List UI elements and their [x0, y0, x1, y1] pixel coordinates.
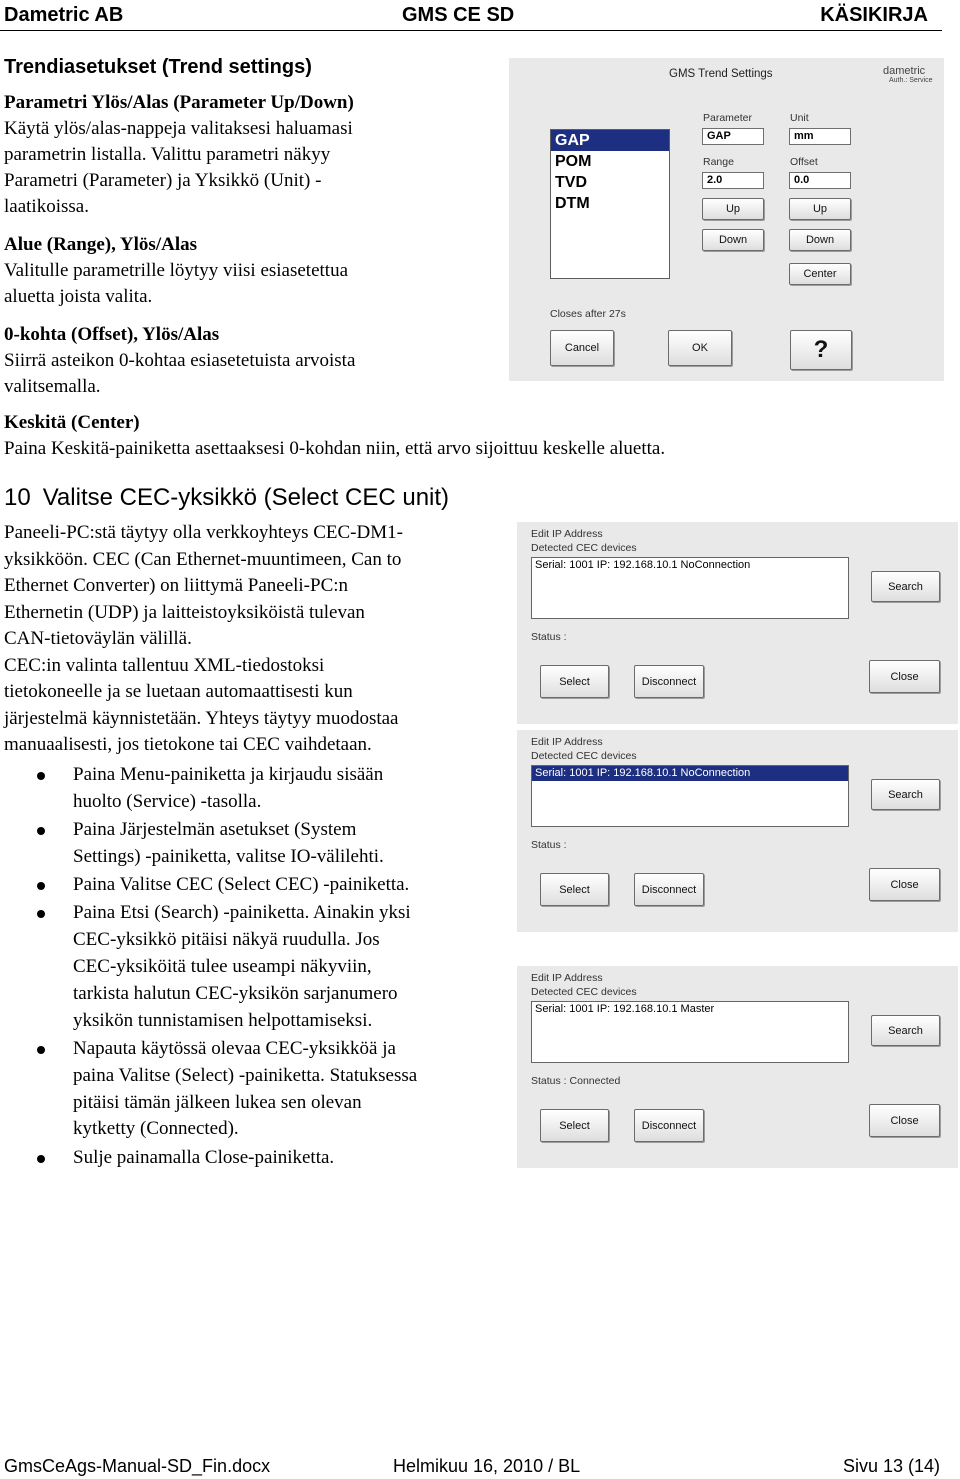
cec-device-item[interactable]: Serial: 1001 IP: 192.168.10.1 Master — [535, 1003, 715, 1015]
search-button[interactable]: Search — [871, 779, 940, 810]
text-line: Ethernet Converter) on liittymä Paneeli-PC:n — [4, 575, 349, 596]
page-header — [0, 0, 942, 31]
text-line: manuaalisesti, jos tietokone tai CEC vaihdetaan. — [4, 734, 372, 755]
text-line: paina Valitse (Select) -painiketta. Statuksessa — [73, 1064, 418, 1086]
status-label: Status : — [531, 839, 567, 851]
status-label: Status : Connected — [531, 1075, 621, 1087]
text-line: Settings) -painiketta, valitse IO-välilehti. — [73, 845, 384, 867]
section-title-trend: Trendiasetukset (Trend settings) — [4, 56, 312, 78]
parameter-list[interactable] — [550, 129, 670, 279]
dialog-title: Edit IP Address — [531, 528, 603, 540]
cec-dialog-screenshot-1 — [517, 522, 958, 724]
text-line: parametrin listalla. Valittu parametri näkyy — [4, 144, 331, 165]
param-item[interactable]: POM — [555, 153, 592, 170]
dialog-title: Edit IP Address — [531, 972, 603, 984]
text-line: järjestelmä käynnistetään. Yhteys täytyy muodostaa — [4, 707, 399, 729]
param-item[interactable]: GAP — [551, 130, 669, 151]
range-field: 2.0 — [702, 172, 764, 189]
search-button[interactable]: Search — [871, 1015, 940, 1046]
text-line: CEC-yksikkö pitäisi näkyä ruudulla. Jos — [73, 929, 380, 951]
detected-label: Detected CEC devices — [531, 542, 637, 554]
close-button[interactable]: Close — [869, 1104, 940, 1137]
header-company: Dametric AB — [4, 4, 124, 26]
list-item — [30, 762, 500, 816]
cec-dialog-screenshot-2 — [517, 730, 958, 932]
bullet-icon — [37, 772, 45, 780]
footer-filename: GmsCeAgs-Manual-SD_Fin.docx — [4, 1456, 271, 1476]
list-item — [30, 872, 500, 899]
auth-label: Auth.: Service — [889, 77, 933, 84]
unit-field: mm — [789, 128, 851, 145]
cec-dialog-screenshot-3 — [517, 966, 958, 1168]
text-line: Paina Keskitä-painiketta asettaaksesi 0-kohdan niin, että arvo sijoittuu keskelle aluetta. — [4, 438, 666, 459]
param-item[interactable]: TVD — [555, 174, 587, 191]
detected-label: Detected CEC devices — [531, 750, 637, 762]
footer-date: Helmikuu 16, 2010 / BL — [393, 1456, 581, 1476]
list-item — [30, 1145, 500, 1172]
center-heading: Keskitä (Center) — [4, 412, 140, 433]
parameter-label: Parameter — [703, 112, 753, 124]
text-line: laatikoissa. — [4, 196, 89, 217]
footer-page-number: Sivu 13 (14) — [842, 1456, 940, 1476]
help-button[interactable]: ? — [790, 330, 852, 370]
offset-heading: 0-kohta (Offset), Ylös/Alas — [4, 324, 220, 345]
dialog-title: Edit IP Address — [531, 736, 603, 748]
close-button[interactable]: Close — [869, 868, 940, 901]
text-line: yksikön tunnistamisen helpottamiseksi. — [73, 1009, 373, 1031]
cec-device-list[interactable] — [531, 557, 849, 619]
disconnect-button[interactable]: Disconnect — [634, 1109, 704, 1142]
center-paragraph — [4, 410, 665, 462]
text-line: valitsemalla. — [4, 376, 101, 397]
header-product: GMS CE SD — [402, 4, 515, 26]
text-line: tarkista halutun CEC-yksikön sarjanumero — [73, 982, 398, 1004]
bullet-icon — [37, 827, 45, 835]
text-line: Paina Etsi (Search) -painiketta. Ainakin yksi — [73, 902, 411, 924]
status-label: Status : — [531, 631, 567, 643]
param-heading: Parametri Ylös/Alas (Parameter Up/Down) — [4, 92, 354, 113]
close-button[interactable]: Close — [869, 660, 940, 693]
cancel-button[interactable]: Cancel — [550, 330, 614, 366]
text-line: kytketty (Connected). — [73, 1118, 239, 1140]
disconnect-button[interactable]: Disconnect — [634, 665, 704, 698]
text-line: huolto (Service) -tasolla. — [73, 790, 262, 812]
parameter-field: GAP — [702, 128, 764, 145]
bullet-icon — [37, 882, 45, 890]
bullet-icon — [37, 1046, 45, 1054]
range-paragraph — [4, 232, 348, 310]
header-doc-type: KÄSIKIRJA — [820, 4, 928, 26]
text-line: Paneeli-PC:stä täytyy olla verkkoyhteys CEC-DM1- — [4, 522, 403, 543]
cec-body-text — [4, 520, 504, 759]
text-line: Ethernetin (UDP) ja laitteistoyksiköistä tulevan — [4, 601, 365, 623]
detected-label: Detected CEC devices — [531, 986, 637, 998]
range-heading: Alue (Range), Ylös/Alas — [4, 234, 197, 255]
offset-field: 0.0 — [789, 172, 851, 189]
cec-device-list[interactable] — [531, 1001, 849, 1063]
offset-paragraph — [4, 322, 355, 400]
section-heading-text: Valitse CEC-yksikkö (Select CEC unit) — [42, 484, 450, 511]
list-item — [30, 817, 500, 871]
offset-down-button[interactable]: Down — [789, 229, 851, 251]
text-line: Paina Järjestelmän asetukset (System — [73, 819, 357, 841]
text-line: pitäisi tämän jälkeen lukea sen olevan — [73, 1091, 362, 1113]
text-line: yksikköön. CEC (Can Ethernet-muuntimeen, Can to — [4, 548, 402, 570]
text-line: Paina Valitse CEC (Select CEC) -painiketta. — [73, 874, 410, 896]
text-line: Siirrä asteikon 0-kohtaa esiasetetuista arvoista — [4, 350, 356, 371]
text-line: Sulje painamalla Close-painiketta. — [73, 1146, 335, 1168]
range-up-button[interactable]: Up — [702, 198, 764, 220]
text-line: CEC:in valinta tallentuu XML-tiedostoksi — [4, 654, 325, 676]
text-line: CAN-tietoväylän välillä. — [4, 628, 192, 649]
trend-dialog-title: GMS Trend Settings — [669, 68, 773, 80]
unit-label: Unit — [790, 112, 809, 124]
select-button[interactable]: Select — [540, 665, 609, 698]
list-item — [30, 900, 500, 1034]
cec-device-item[interactable]: Serial: 1001 IP: 192.168.10.1 NoConnection — [535, 559, 751, 571]
cec-device-list[interactable] — [531, 765, 849, 827]
text-line: CEC-yksiköitä tulee useampi näkyviin, — [73, 956, 372, 978]
text-line: Napauta käytössä olevaa CEC-yksikköä ja — [73, 1037, 396, 1059]
select-button[interactable]: Select — [540, 873, 609, 906]
param-paragraph — [4, 90, 354, 220]
bullet-icon — [37, 1155, 45, 1163]
param-item[interactable]: DTM — [555, 195, 590, 212]
offset-label: Offset — [790, 156, 818, 168]
range-down-button[interactable]: Down — [702, 229, 764, 251]
text-line: Paina Menu-painiketta ja kirjaudu sisään — [73, 764, 384, 785]
bullet-icon — [37, 910, 45, 918]
select-button[interactable]: Select — [540, 1109, 609, 1142]
center-button[interactable]: Center — [789, 263, 851, 285]
logo-text: dametric — [883, 65, 926, 77]
ok-button[interactable]: OK — [668, 330, 732, 366]
instruction-list — [30, 762, 500, 1173]
trend-settings-screenshot — [509, 58, 944, 381]
range-label: Range — [703, 156, 734, 168]
dametric-logo — [883, 65, 933, 84]
section-number: 10 — [4, 484, 31, 511]
cec-device-item[interactable]: Serial: 1001 IP: 192.168.10.1 NoConnection — [532, 766, 848, 781]
text-line: Käytä ylös/alas-nappeja valitaksesi haluamasi — [4, 118, 353, 139]
search-button[interactable]: Search — [871, 571, 940, 602]
disconnect-button[interactable]: Disconnect — [634, 873, 704, 906]
list-item — [30, 1036, 500, 1143]
text-line: Valitulle parametrille löytyy viisi esiasetettua — [4, 260, 349, 281]
section-heading-cec — [4, 484, 449, 512]
closes-timer: Closes after 27s — [550, 308, 626, 320]
offset-up-button[interactable]: Up — [789, 198, 851, 220]
text-line: tietokoneelle ja se luetaan automaattisesti kun — [4, 681, 353, 702]
text-line: aluetta joista valita. — [4, 286, 153, 307]
text-line: Parametri (Parameter) ja Yksikkö (Unit) - — [4, 170, 322, 191]
